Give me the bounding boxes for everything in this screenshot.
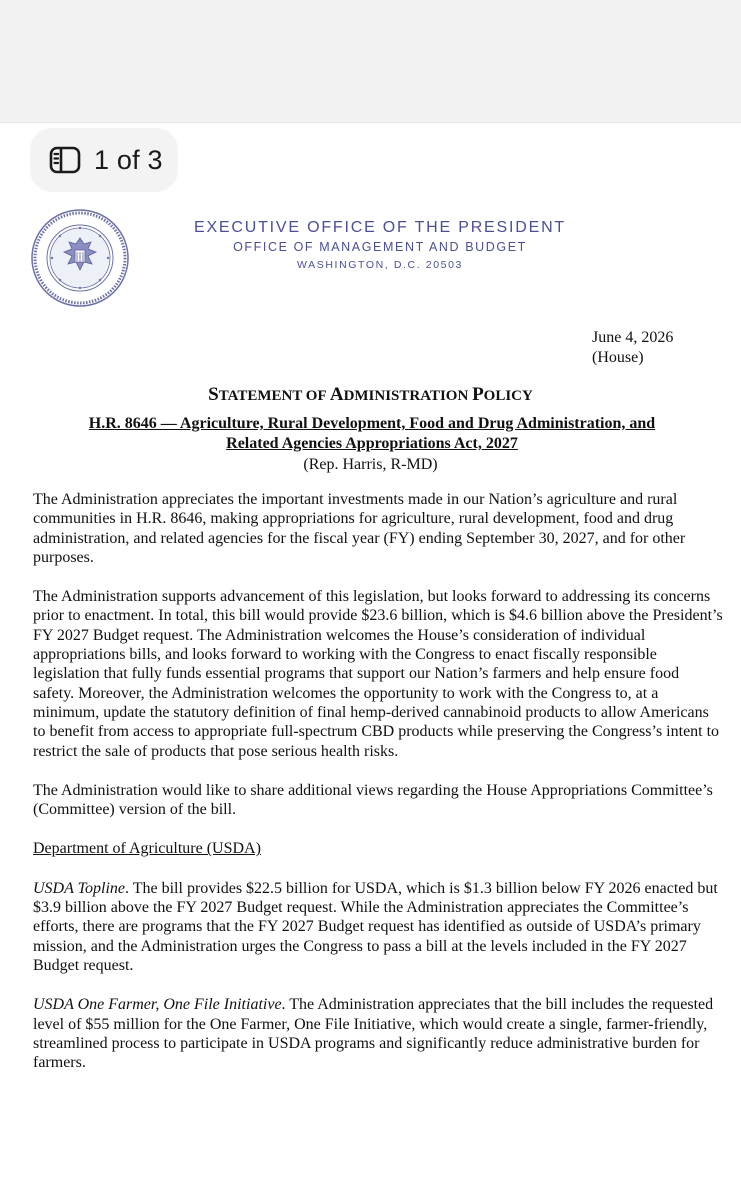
page-indicator-button[interactable]	[30, 128, 178, 192]
sidebar-pages-icon	[48, 143, 82, 177]
letterhead-line-3: WASHINGTON, D.C. 20503	[297, 259, 463, 271]
bill-title	[40, 414, 704, 454]
document-title: STATEMENT OF ADMINISTRATION POLICY	[208, 384, 533, 405]
letterhead-line-1: EXECUTIVE OFFICE OF THE PRESIDENT	[193, 219, 567, 236]
paragraph-one-farmer	[33, 995, 723, 1072]
paragraph-usda-topline	[33, 879, 723, 975]
usda-topline-text: . The bill provides $22.5 billion for USDA, which is $1.3 billion below FY 2026 enacted but $3.9 billion above the FY 2027 Budget request. While the Administration appreciates the Committee’s efforts, there are programs that the FY 2027 Budget request has identified as outside of USDA’s primary mission, and the Administration urges the Congress to pass a bill at the levels included in the FY 2027 Budget request.	[33, 879, 718, 974]
one-farmer-lead: USDA One Farmer, One File Initiative	[33, 996, 282, 1014]
viewer-top-bar	[0, 0, 741, 123]
paragraph-support: The Administration supports advancement of this legislation, but looks forward to addressing its concerns prior to enactment. In total, this bill would provide $23.6 billion, which is $4.6 billion above the President’s FY 2027 Budget request. The Administration welcomes the House’s consideration of individual appropriations bills, and looks forward to working with the Congress to enact fiscally responsible legislation that fully funds essential programs that support our Nation’s farmers and help ensure food safety. Moreover, the Administration welcomes the opportunity to work with the Congress to, at a minimum, update the statutory definition of final hemp-derived cannabinoid products to allow Americans to benefit from access to appropriate full-spectrum CBD products while preserving the Congress’s intent to restrict the sale of products that pose serious health risks.	[33, 588, 723, 760]
page-indicator-label: 1 of 3	[94, 144, 163, 175]
date-block	[592, 328, 673, 368]
section-heading-usda: Department of Agriculture (USDA)	[33, 840, 261, 858]
document-date: June 4, 2026	[592, 329, 674, 346]
usda-topline-lead: USDA Topline	[33, 879, 126, 897]
document-body	[33, 490, 723, 1092]
presidential-seal-icon	[30, 208, 130, 308]
bill-sponsor: (Rep. Harris, R-MD)	[303, 456, 438, 473]
bill-title-line-2: Related Agencies Appropriations Act, 2027	[226, 435, 518, 452]
paragraph-intro: The Administration appreciates the important investments made in our Nation’s agriculture and rural communities in H.R. 8646, making appropriations for agriculture, rural development, food and drug administration, and related agencies for the fiscal year (FY) ending September 30, 2027, and for other purposes.	[33, 491, 686, 566]
one-farmer-text: . The Administration appreciates that the bill includes the requested level of $55 million for the One Farmer, One File Initiative, which would create a single, farmer-friendly, streamlined process to participate in USDA programs and significantly reduce administrative burden for farmers.	[33, 996, 714, 1072]
letterhead-line-2: OFFICE OF MANAGEMENT AND BUDGET	[233, 240, 527, 254]
letterhead	[140, 218, 620, 274]
paragraph-views: The Administration would like to share additional views regarding the House Appropriations Committee’s (Committee) version of the bill.	[33, 781, 713, 819]
bill-title-line-1: H.R. 8646 — Agriculture, Rural Development, Food and Drug Administration, and	[88, 415, 656, 432]
document-chamber: (House)	[592, 349, 644, 366]
